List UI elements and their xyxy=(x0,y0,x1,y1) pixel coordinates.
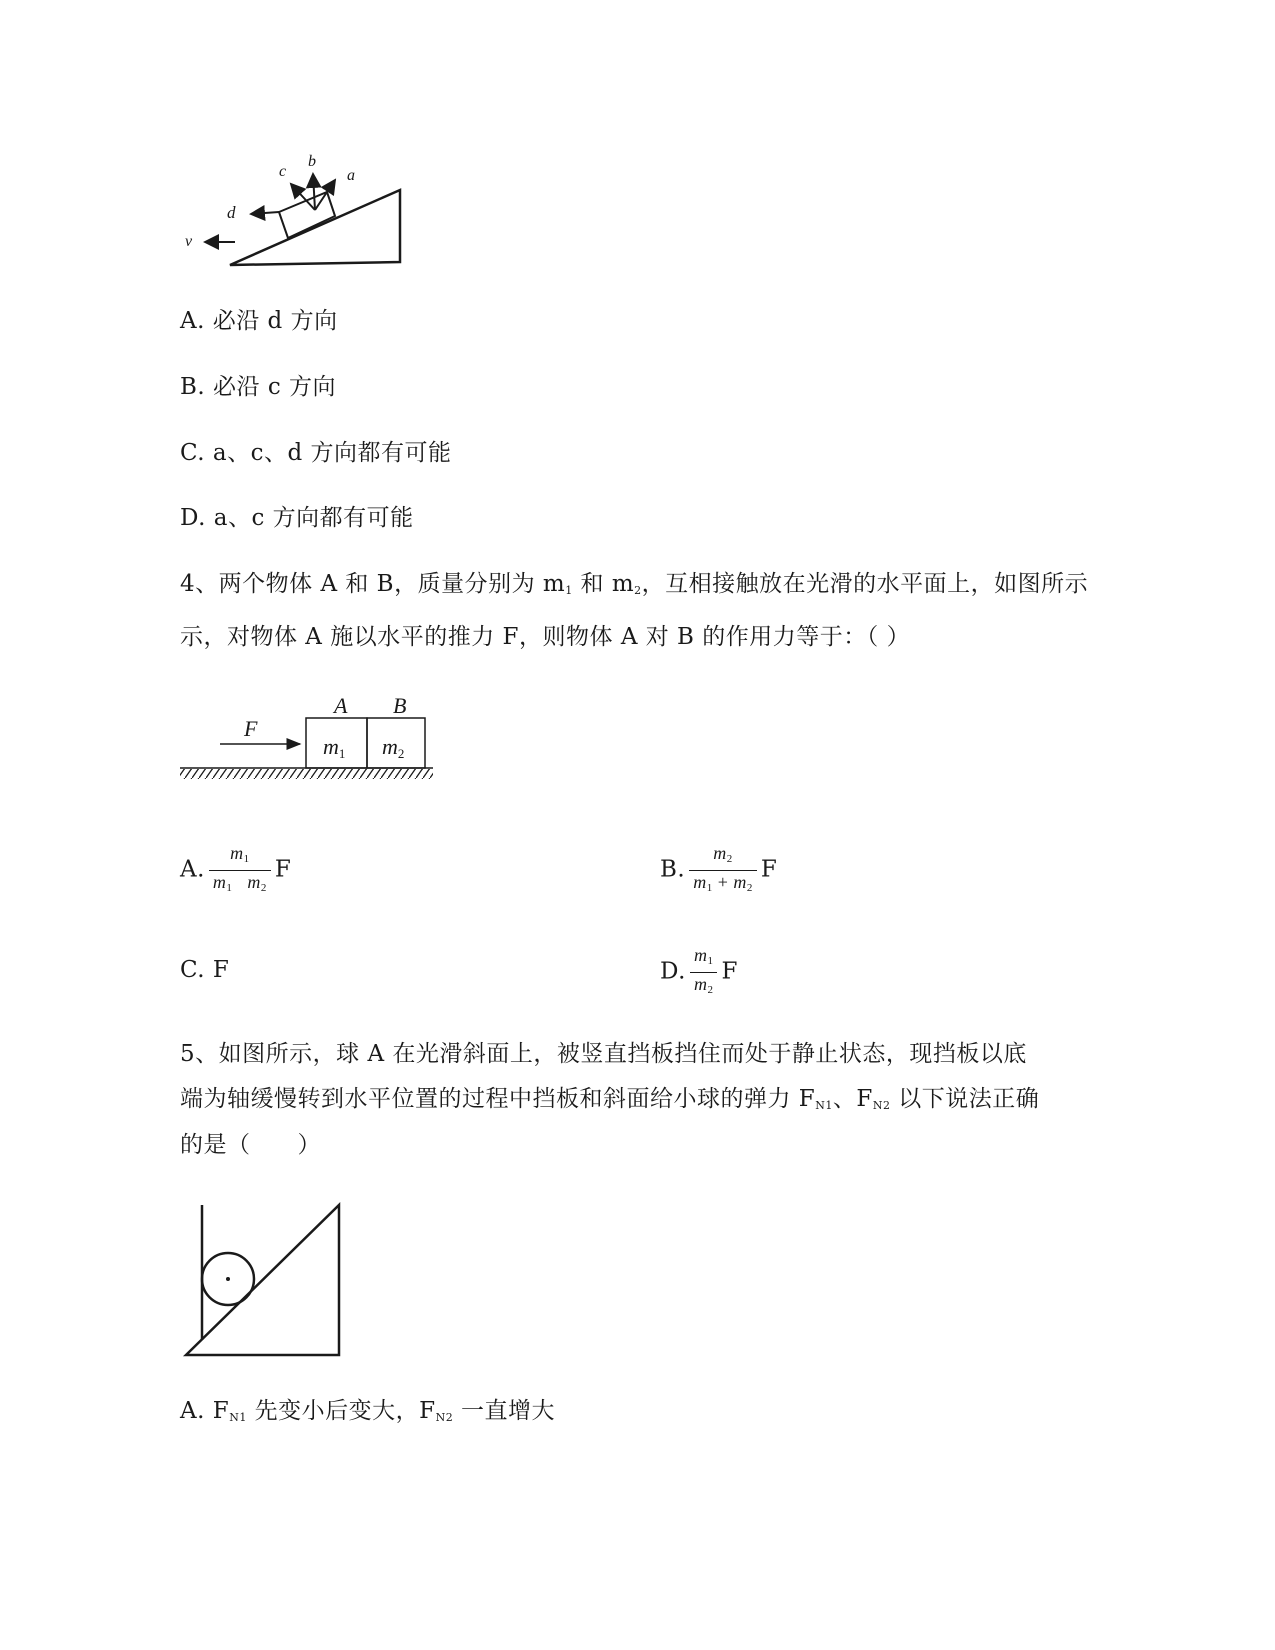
fraction-d: $\frac{m_1}{m_2}$ xyxy=(690,944,718,1001)
two-blocks-figure xyxy=(178,688,438,788)
q5-option-a: A. $F_{N1}$ 先变小后变大，$F_{N2}$ 一直增大 xyxy=(180,1398,556,1424)
incline xyxy=(186,1205,339,1355)
label-c: c xyxy=(279,163,287,180)
label-v: v xyxy=(185,233,193,250)
label-block-b: B xyxy=(393,693,407,718)
arrow-b xyxy=(313,174,315,210)
label-block-a: A xyxy=(334,693,348,718)
label-b: b xyxy=(308,153,316,170)
q4-option-b: B. $\frac{m_2}{m_1 + m_2}$ F xyxy=(660,842,777,899)
q4-option-c: C. F xyxy=(180,957,230,983)
q3-option-a: A. 必沿 d 方向 xyxy=(180,308,338,334)
label-a: a xyxy=(347,167,355,184)
q3-option-d: D. a、c 方向都有可能 xyxy=(180,505,414,531)
q4-option-a: A. $\frac{m_1}{m_1 m_2}$ F xyxy=(180,842,291,899)
q5-stem-line2: 端为轴缓慢转到水平位置的过程中挡板和斜面给小球的弹力 $F_{N1}$、$F_{N2}$ 以下说法正确 xyxy=(180,1086,1040,1112)
label-force: F xyxy=(244,716,258,741)
label-m2: m2 xyxy=(382,734,405,761)
ball-incline-figure xyxy=(180,1195,350,1365)
q5-stem-line1: 5、如图所示，球 A 在光滑斜面上，被竖直挡板挡住而处于静止状态，现挡板以底 xyxy=(180,1041,1027,1067)
ball-center xyxy=(226,1277,230,1281)
q4-option-d: D. $\frac{m_1}{m_2}$ F xyxy=(660,944,738,1001)
incline-force-figure xyxy=(175,150,415,275)
q3-option-c: C. a、c、d 方向都有可能 xyxy=(180,440,452,466)
label-m1: m1 xyxy=(323,734,346,761)
q3-option-b: B. 必沿 c 方向 xyxy=(180,374,337,400)
fraction-b: $\frac{m_2}{m_1 + m_2}$ xyxy=(689,842,757,899)
q4-stem-line1: 4、两个物体 A 和 B，质量分别为 $m_1$ 和 $m_2$，互相接触放在光滑的水平面上，如图所示 xyxy=(180,571,1089,597)
label-d: d xyxy=(227,203,236,222)
ground-hatch xyxy=(180,769,433,779)
fraction-a: $\frac{m_1}{m_1 m_2}$ xyxy=(209,842,271,899)
arrow-d xyxy=(251,212,279,214)
q5-stem-line3: 的是（ ） xyxy=(180,1132,321,1158)
q4-stem-line2: 示，对物体 A 施以水平的推力 F，则物体 A 对 B 的作用力等于：（ ） xyxy=(180,624,911,650)
